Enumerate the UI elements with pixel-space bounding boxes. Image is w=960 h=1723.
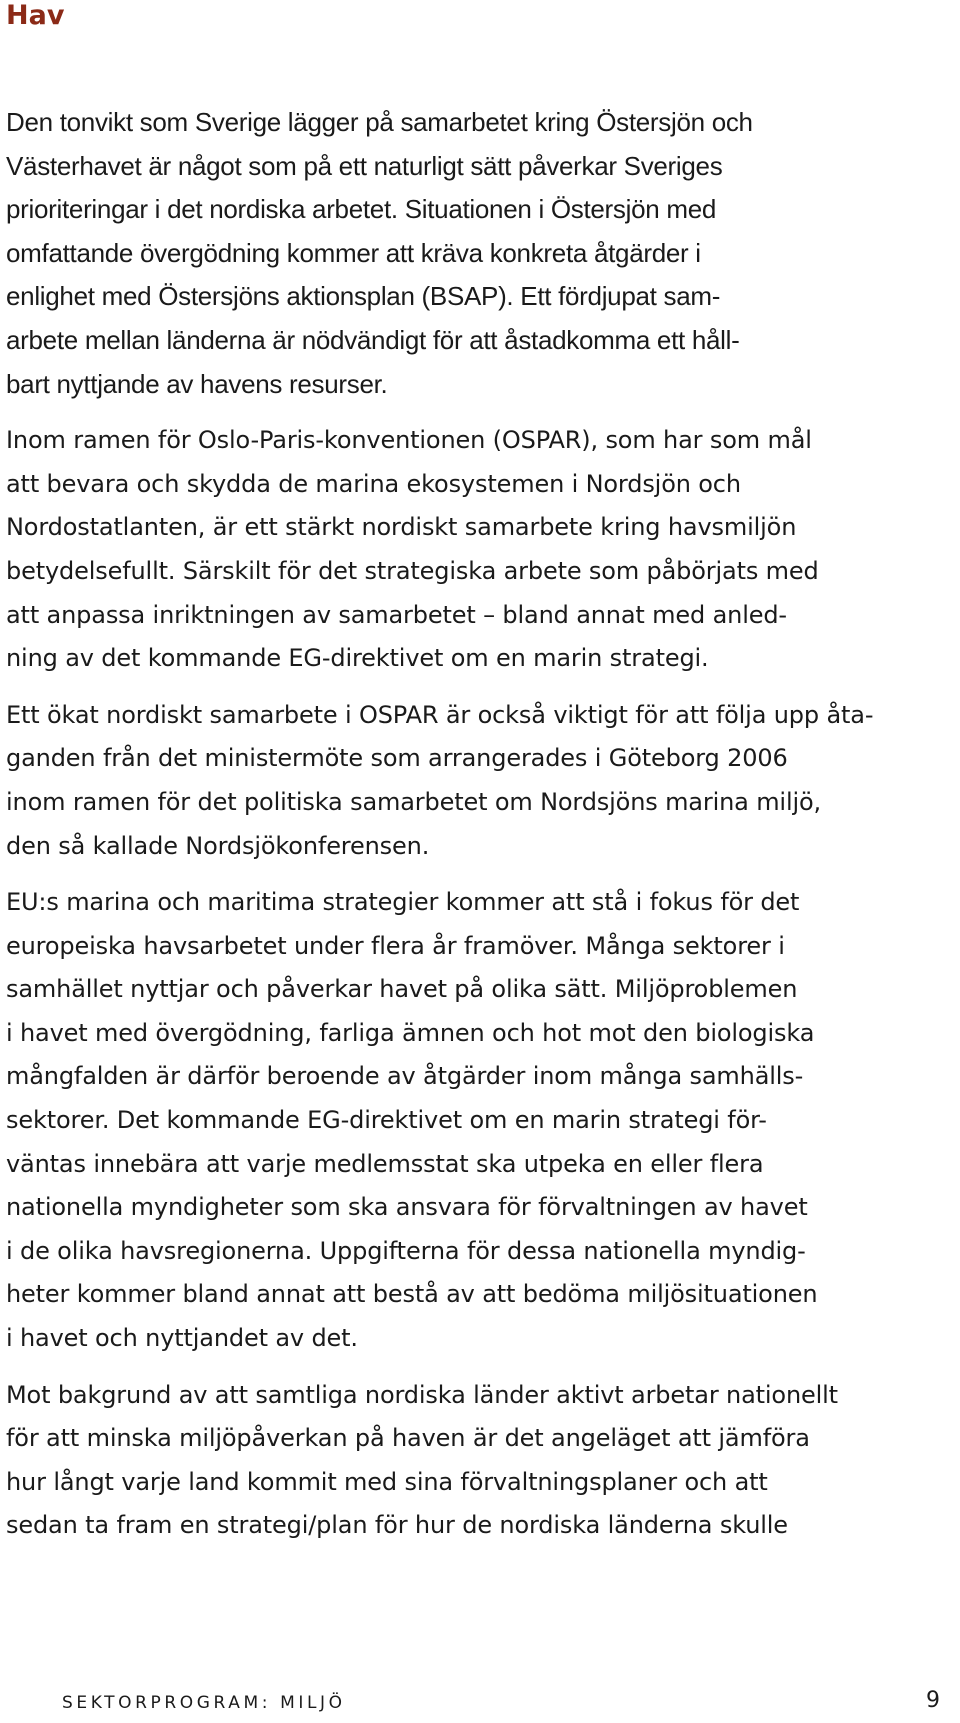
text-line: att anpassa inriktningen av samarbetet – bland annat med anled-: [6, 600, 787, 629]
text-line: sedan ta fram en strategi/plan för hur de nordiska länderna skulle: [6, 1511, 788, 1540]
text-line: Inom ramen för Oslo-Paris-konventionen (OSPAR), som har som mål: [6, 426, 812, 455]
text-line: Mot bakgrund av att samtliga nordiska länder aktivt arbetar nationellt: [6, 1380, 838, 1409]
text-line: Ett ökat nordiskt samarbete i OSPAR är också viktigt för att följa upp åta-: [6, 700, 874, 729]
text-line: Västerhavet är något som på ett naturligt sätt påverkar Sveriges: [6, 150, 723, 181]
page-heading: Hav: [6, 0, 65, 31]
text-line: europeiska havsarbetet under flera år framöver. Många sektorer i: [6, 931, 785, 960]
text-line: bart nyttjande av havens resurser.: [6, 368, 388, 399]
text-line: i havet med övergödning, farliga ämnen och hot mot den biologiska: [6, 1018, 815, 1047]
text-line: att bevara och skydda de marina ekosystemen i Nordsjön och: [6, 469, 741, 498]
text-line: i havet och nyttjandet av det.: [6, 1324, 358, 1353]
text-line: mångfalden är därför beroende av åtgärder inom många samhälls-: [6, 1062, 804, 1091]
text-line: Nordostatlanten, är ett stärkt nordiskt samarbete kring havsmiljön: [6, 513, 797, 542]
paragraph-5: [6, 1374, 940, 1548]
paragraph-2: [6, 419, 940, 681]
text-line: EU:s marina och maritima strategier kommer att stå i fokus för det: [6, 888, 800, 917]
paragraph-3: [6, 694, 940, 868]
running-footer-section: SEKTORPROGRAM: MILJÖ: [62, 1693, 346, 1713]
text-line: sektorer. Det kommande EG-direktivet om en marin strategi för-: [6, 1106, 767, 1135]
text-line: väntas innebära att varje medlemsstat ska utpeka en eller flera: [6, 1149, 764, 1178]
text-line: nationella myndigheter som ska ansvara för förvaltningen av havet: [6, 1193, 808, 1222]
paragraph-1: [6, 101, 940, 406]
text-line: ganden från det ministermöte som arrangerades i Göteborg 2006: [6, 744, 788, 773]
text-line: omfattande övergödning kommer att kräva konkreta åtgärder i: [6, 237, 701, 268]
text-line: samhället nyttjar och påverkar havet på olika sätt. Miljöproblemen: [6, 975, 798, 1004]
text-line: hur långt varje land kommit med sina förvaltningsplaner och att: [6, 1467, 768, 1496]
text-line: betydelsefullt. Särskilt för det strategiska arbete som påbörjats med: [6, 556, 819, 585]
text-line: arbete mellan länderna är nödvändigt för att åstadkomma ett håll-: [6, 324, 740, 355]
text-line: prioriteringar i det nordiska arbetet. Situationen i Östersjön med: [6, 194, 717, 225]
page-number: 9: [926, 1688, 940, 1713]
text-line: för att minska miljöpåverkan på haven är det angeläget att jämföra: [6, 1424, 810, 1453]
paragraph-4: [6, 881, 940, 1361]
text-line: ning av det kommande EG-direktivet om en marin strategi.: [6, 644, 709, 673]
text-line: Den tonvikt som Sverige lägger på samarbetet kring Östersjön och: [6, 107, 753, 137]
text-line: inom ramen för det politiska samarbetet om Nordsjöns marina miljö,: [6, 787, 821, 816]
text-line: i de olika havsregionerna. Uppgifterna för dessa nationella myndig-: [6, 1236, 806, 1265]
text-line: den så kallade Nordsjökonferensen.: [6, 831, 430, 860]
text-line: enlighet med Östersjöns aktionsplan (BSAP). Ett fördjupat sam-: [6, 281, 721, 312]
body-text: [6, 101, 940, 1561]
text-line: heter kommer bland annat att bestå av att bedöma miljösituationen: [6, 1280, 818, 1309]
